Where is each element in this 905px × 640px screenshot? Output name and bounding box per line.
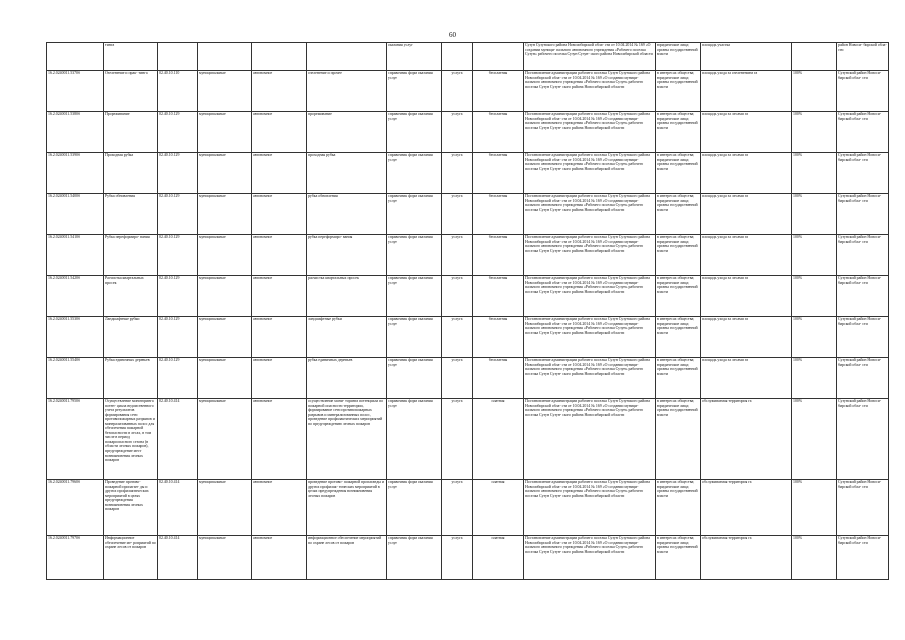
cell-form [252, 43, 307, 71]
cell-okved: 02.40.10.129 [158, 317, 198, 358]
table-body [47, 43, 889, 580]
cell-indicator: площадь ухода за лесами га [701, 276, 792, 317]
cell-content: проведение противо- пожарной пропаганды и других профилак- тических мероприятий в целях предупреждения возникновения лесных пожаров [307, 480, 387, 536]
cell-kind: услуга [442, 399, 473, 480]
cell-basis: Постановление администрации рабочего поселка Сузун Сузунского района Новосибирской обла- сти от 10.04.2014 № 169 «О создании муници- пального автономного учреждения «Рабочего поселка Сузун» рабочего поселка Сузун Сузун- ского района Новосибирской области [524, 194, 656, 235]
cell-name: Проведение противо- пожарной пропаган- ды и других профилактических мероприятий в целях предупреждения возникновения лесных пожаров [104, 480, 158, 536]
cell-name: Рубка единичных деревьев [104, 358, 158, 399]
table-row [47, 43, 889, 71]
cell-consumers: в интересах общества; юридические лица; органы государственной власти [656, 153, 701, 194]
table-row [47, 317, 889, 358]
cell-code: 16.2.0240011.7960б [47, 480, 104, 536]
cell-code: 16.2.0240011.5380б [47, 112, 104, 153]
cell-basis: Постановление администрации рабочего поселка Сузун Сузунского района Новосибирской обла- сти от 10.04.2014 № 169 «О создании муници- пального автономного учреждения «Рабочего поселка Сузун» рабочего поселка Сузун Сузун- ского района Новосибирской области [524, 112, 656, 153]
cell-type: справочник форм оказания услуг [387, 153, 442, 194]
cell-level: муниципальные [198, 235, 252, 276]
cell-kind [442, 43, 473, 71]
cell-indicator: площадь участка [701, 43, 792, 71]
cell-form: автономное [252, 153, 307, 194]
cell-okved: 02.40.10.414 [158, 480, 198, 536]
cell-okved: 02.40.10.129 [158, 235, 198, 276]
cell-form: автономное [252, 480, 307, 536]
cell-level: муниципальные [198, 480, 252, 536]
cell-basis: Постановление администрации рабочего поселка Сузун Сузунского района Новосибирской обла- сти от 10.04.2014 № 169 «О создании муници- пального автономного учреждения «Рабочего поселка Сузун» рабочего поселка Сузун Сузун- ского района Новосибирской области [524, 536, 656, 580]
cell-kind: услуга [442, 317, 473, 358]
cell-level: муниципальные [198, 358, 252, 399]
cell-code: 16.2.0240011.5530б [47, 317, 104, 358]
cell-fee: бесплатная [473, 358, 524, 399]
page-number: 60 [449, 31, 456, 39]
cell-code: 16.2.0240011.7970б [47, 536, 104, 580]
cell-name: Озеленение и прак- тинга [104, 71, 158, 112]
cell-kind: услуга [442, 536, 473, 580]
cell-founder: район Новоси- бирской обла- сти [837, 43, 889, 71]
cell-level: муниципальные [198, 194, 252, 235]
cell-level: муниципальные [198, 112, 252, 153]
cell-percent: 100% [792, 358, 837, 399]
services-table [46, 42, 889, 580]
cell-level: муниципальные [198, 399, 252, 480]
cell-code: 16.2.0240011.5400б [47, 194, 104, 235]
cell-code: 16.2.0240011.5410б [47, 235, 104, 276]
cell-consumers: в интересах общества; юридические лица; органы государственной власти [656, 235, 701, 276]
cell-founder: Сузунский район Новоси- бирской обла- сти [837, 235, 889, 276]
cell-basis: Постановление администрации рабочего поселка Сузун Сузунского района Новосибирской обла- сти от 10.04.2014 № 169 «О создании муници- пального автономного учреждения «Рабочего поселка Сузун» рабочего поселка Сузун Сузун- ского района Новосибирской области [524, 480, 656, 536]
cell-kind: услуга [442, 153, 473, 194]
cell-kind: услуга [442, 112, 473, 153]
cell-content: рубка единичных деревьев [307, 358, 387, 399]
cell-fee: бесплатная [473, 317, 524, 358]
cell-fee: бесплатная [473, 194, 524, 235]
cell-kind: услуга [442, 71, 473, 112]
cell-founder: Сузунский район Новоси- бирской обла- сти [837, 480, 889, 536]
cell-consumers: в интересах общества; юридические лица; органы государственной власти [656, 194, 701, 235]
cell-kind: услуга [442, 235, 473, 276]
cell-percent: 100% [792, 235, 837, 276]
cell-content: рубка переформиро- вания [307, 235, 387, 276]
cell-level: муниципальные [198, 317, 252, 358]
cell-okved: 02.40.10.129 [158, 194, 198, 235]
cell-basis: Постановление администрации рабочего поселка Сузун Сузунского района Новосибирской обла- сти от 10.04.2014 № 169 «О создании муници- пального автономного учреждения «Рабочего поселка Сузун» рабочего поселка Сузун Сузун- ского района Новосибирской области [524, 153, 656, 194]
cell-founder: Сузунский район Новоси- бирской обла- сти [837, 112, 889, 153]
cell-level: муниципальные [198, 276, 252, 317]
cell-founder: Сузунский район Новоси- бирской обла- сти [837, 194, 889, 235]
cell-name: Рубка обновления [104, 194, 158, 235]
cell-consumers: в интересах общества; юридические лица; органы государственной власти [656, 358, 701, 399]
cell-type: справочник форм оказания услуг [387, 358, 442, 399]
cell-fee: бесплатная [473, 276, 524, 317]
cell-consumers: в интересах общества; юридические лица; органы государственной власти [656, 276, 701, 317]
cell-name: Проходная рубка [104, 153, 158, 194]
cell-indicator: обслуживаемая территория га [701, 536, 792, 580]
cell-indicator: площадь ухода за лесами га [701, 194, 792, 235]
cell-percent [792, 43, 837, 71]
cell-name: Информационное обеспечение ме- роприятий по охране лесов от пожаров [104, 536, 158, 580]
cell-kind: услуга [442, 480, 473, 536]
cell-type: справочник форм оказания услуг [387, 276, 442, 317]
cell-consumers: в интересах общества; юридические лица; органы государственной власти [656, 536, 701, 580]
cell-name: Осуществление мониторинга потен- циала ведомственного учета результатов формирования сети противопожарных разрывов и минерализованных полос для обеспечения пожарной безопасности в лесах, в том числе в период пожароопасного сезона (в области лесных пожаров), предупреждение мест возникновения лесных пожаров [104, 399, 158, 480]
cell-code: 16.2.0240011.5390б [47, 153, 104, 194]
cell-name: тинга [104, 43, 158, 71]
cell-content: рубка обновления [307, 194, 387, 235]
cell-type: справочник форм оказания услуг [387, 536, 442, 580]
cell-form: автономное [252, 317, 307, 358]
cell-indicator: площадь ухода за лесами га [701, 112, 792, 153]
cell-indicator: обслуживаемая территория га [701, 480, 792, 536]
cell-founder: Сузунский район Новоси- бирской обла- сти [837, 153, 889, 194]
cell-form: автономное [252, 399, 307, 480]
cell-content [307, 43, 387, 71]
cell-level: муниципальные [198, 536, 252, 580]
cell-indicator: площадь ухода за лесами га [701, 358, 792, 399]
cell-name: Расчистка квартальных просек [104, 276, 158, 317]
cell-form: автономное [252, 194, 307, 235]
cell-kind: услуга [442, 276, 473, 317]
cell-level: муниципальные [198, 71, 252, 112]
cell-percent: 100% [792, 480, 837, 536]
cell-basis: Постановление администрации рабочего поселка Сузун Сузунского района Новосибирской обла- сти от 10.04.2014 № 169 «О создании муници- пального автономного учреждения «Рабочего поселка Сузун» рабочего поселка Сузун Сузун- ского района Новосибирской области [524, 276, 656, 317]
cell-indicator: площадь ухода за лесами га [701, 153, 792, 194]
cell-founder: Сузунский район Новоси- бирской обла- сти [837, 399, 889, 480]
cell-content: расчистка квартальных просек [307, 276, 387, 317]
cell-basis: Сузун Сузунского района Новосибирской обла- сти от 10.04.2014 № 169 «О создании муници- пального автономного учреждения «Рабочего поселка Сузун» рабочего поселка Сузун Сузун- ского района Новосибирской области [524, 43, 656, 71]
cell-level: муниципальные [198, 153, 252, 194]
cell-percent: 100% [792, 194, 837, 235]
cell-percent: 100% [792, 112, 837, 153]
cell-founder: Сузунский район Новоси- бирской обла- сти [837, 276, 889, 317]
table-row [47, 194, 889, 235]
cell-consumers: юридические лица; органы государственной власти [656, 43, 701, 71]
cell-founder: Сузунский район Новоси- бирской обла- сти [837, 71, 889, 112]
cell-indicator: площадь ухода за озеленением га [701, 71, 792, 112]
cell-name: Прореживание [104, 112, 158, 153]
cell-indicator: площадь ухода за лесами га [701, 317, 792, 358]
cell-code: 16.2.0240011.5540б [47, 358, 104, 399]
cell-basis: Постановление администрации рабочего поселка Сузун Сузунского района Новосибирской обла- сти от 10.04.2014 № 169 «О создании муници- пального автономного учреждения «Рабочего поселка Сузун» рабочего поселка Сузун Сузун- ского района Новосибирской области [524, 235, 656, 276]
cell-content: озеленение и прочее [307, 71, 387, 112]
cell-content: информационное обеспечение мероприятий по охране лесов от пожаров [307, 536, 387, 580]
cell-founder: Сузунский район Новоси- бирской обла- сти [837, 317, 889, 358]
cell-code: 16.2.0240011.5420б [47, 276, 104, 317]
cell-basis: Постановление администрации рабочего поселка Сузун Сузунского района Новосибирской обла- сти от 10.04.2014 № 169 «О создании муници- пального автономного учреждения «Рабочего поселка Сузун» рабочего поселка Сузун Сузун- ского района Новосибирской области [524, 71, 656, 112]
cell-name: Ландшафтные рубки [104, 317, 158, 358]
cell-basis: Постановление администрации рабочего поселка Сузун Сузунского района Новосибирской обла- сти от 10.04.2014 № 169 «О создании муници- пального автономного учреждения «Рабочего поселка Сузун» рабочего поселка Сузун Сузун- ского района Новосибирской области [524, 399, 656, 480]
table-row [47, 399, 889, 480]
cell-fee: платная [473, 480, 524, 536]
cell-consumers: в интересах общества; юридические лица; органы государственной власти [656, 317, 701, 358]
cell-type: справочник форм оказания услуг [387, 71, 442, 112]
cell-fee: бесплатная [473, 153, 524, 194]
cell-form: автономное [252, 71, 307, 112]
cell-indicator: обслуживаемая территория га [701, 399, 792, 480]
table-row [47, 536, 889, 580]
cell-percent: 100% [792, 317, 837, 358]
cell-form: автономное [252, 235, 307, 276]
cell-kind: услуга [442, 358, 473, 399]
cell-indicator: площадь ухода за лесами га [701, 235, 792, 276]
cell-consumers: в интересах общества; юридические лица; органы государственной власти [656, 399, 701, 480]
table-row [47, 112, 889, 153]
cell-code: 16.2.0240011.7950б [47, 399, 104, 480]
cell-percent: 100% [792, 536, 837, 580]
cell-kind: услуга [442, 194, 473, 235]
cell-okved: 02.40.10.414 [158, 536, 198, 580]
cell-okved: 02.40.10.129 [158, 276, 198, 317]
cell-consumers: в интересах общества; юридические лица; органы государственной власти [656, 71, 701, 112]
cell-type: справочник форм оказания услуг [387, 480, 442, 536]
cell-content: проходная рубка [307, 153, 387, 194]
cell-form: автономное [252, 112, 307, 153]
cell-type: справочник форм оказания услуг [387, 399, 442, 480]
cell-name: Рубка переформиро- вания [104, 235, 158, 276]
cell-fee: бесплатная [473, 235, 524, 276]
cell-code [47, 43, 104, 71]
table-row [47, 480, 889, 536]
cell-okved: 02.40.10.129 [158, 112, 198, 153]
cell-fee: бесплатная [473, 71, 524, 112]
cell-okved: 02.40.10.110 [158, 71, 198, 112]
cell-basis: Постановление администрации рабочего поселка Сузун Сузунского района Новосибирской обла- сти от 10.04.2014 № 169 «О создании муници- пального автономного учреждения «Рабочего поселка Сузун» рабочего поселка Сузун Сузун- ского района Новосибирской области [524, 317, 656, 358]
cell-consumers: в интересах общества; юридические лица; органы государственной власти [656, 112, 701, 153]
cell-content: осуществление мони- торинга потенциала по пожарной опасности территории, формирование сети противопожарных разрывов и минерализованных полос, проведение профилактических мероприятий по предупреждению лесных пожаров [307, 399, 387, 480]
cell-fee: бесплатная [473, 112, 524, 153]
cell-founder: Сузунский район Новоси- бирской обла- сти [837, 536, 889, 580]
cell-type: справочник форм оказания услуг [387, 235, 442, 276]
cell-percent: 100% [792, 276, 837, 317]
cell-form: автономное [252, 536, 307, 580]
cell-percent: 100% [792, 71, 837, 112]
cell-fee [473, 43, 524, 71]
table-row [47, 276, 889, 317]
cell-form: автономное [252, 358, 307, 399]
cell-form: автономное [252, 276, 307, 317]
table-row [47, 358, 889, 399]
table-row [47, 71, 889, 112]
cell-type: справочник форм оказания услуг [387, 317, 442, 358]
cell-consumers: в интересах общества; юридические лица; органы государственной власти [656, 480, 701, 536]
cell-type: справочник форм оказания услуг [387, 194, 442, 235]
cell-type: справочник форм оказания услуг [387, 112, 442, 153]
table-row [47, 153, 889, 194]
table-row [47, 235, 889, 276]
cell-okved [158, 43, 198, 71]
cell-founder: Сузунский район Новоси- бирской обла- сти [837, 358, 889, 399]
cell-fee: платная [473, 536, 524, 580]
cell-percent: 100% [792, 153, 837, 194]
cell-type: оказания услуг [387, 43, 442, 71]
cell-code: 16.2.0240011.5370б [47, 71, 104, 112]
cell-okved: 02.40.10.414 [158, 399, 198, 480]
cell-okved: 02.40.10.129 [158, 153, 198, 194]
cell-okved: 02.40.10.129 [158, 358, 198, 399]
cell-fee: платная [473, 399, 524, 480]
cell-content: прореживание [307, 112, 387, 153]
cell-basis: Постановление администрации рабочего поселка Сузун Сузунского района Новосибирской обла- сти от 10.04.2014 № 169 «О создании муници- пального автономного учреждения «Рабочего поселка Сузун» рабочего поселка Сузун Сузун- ского района Новосибирской области [524, 358, 656, 399]
cell-level [198, 43, 252, 71]
cell-percent: 100% [792, 399, 837, 480]
cell-content: ландшафтные рубки [307, 317, 387, 358]
